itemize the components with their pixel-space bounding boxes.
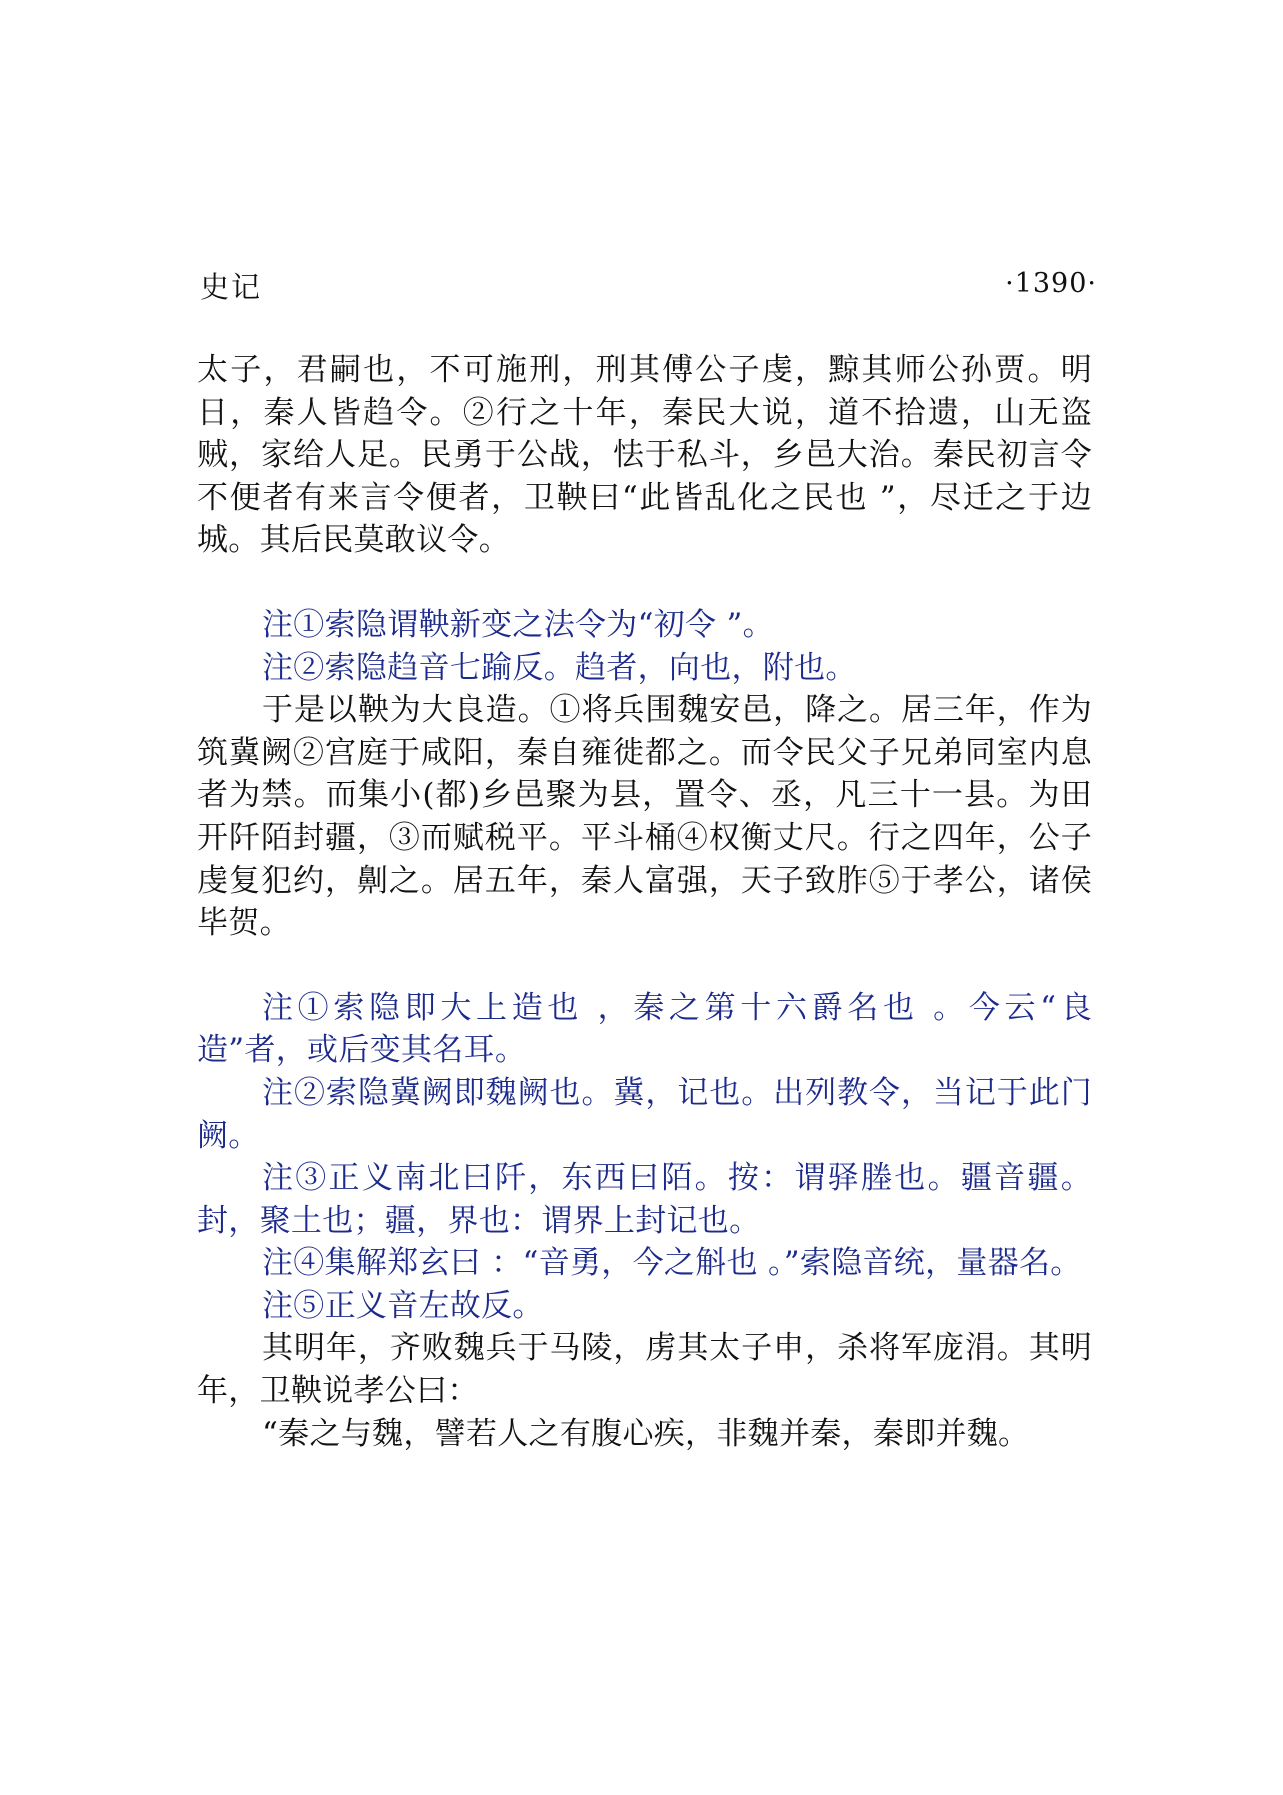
quotation-paragraph: “秦之与魏，譬若人之有腹心疾，非魏并秦，秦即并魏。 — [262, 1415, 1030, 1452]
main-paragraph: 其明年，齐败魏兵于马陵，虏其太子申，杀将军庞涓。其明年，卫鞅说孝公曰： — [197, 1330, 1092, 1410]
annotation-note: 注①索隐即大上造也 ，秦之第十六爵名也 。今云“良造”者，或后变其名耳。 — [197, 989, 1092, 1069]
annotation-note: 注③正义南北曰阡，东西曰陌。按：谓驿塍也。疆音疆。封，聚土也；疆，界也：谓界上封记也。 — [197, 1160, 1092, 1239]
book-page — [197, 265, 1097, 1455]
page-body — [197, 349, 1092, 1455]
page-header — [197, 265, 1097, 315]
annotation-note: 注①索隐谓鞅新变之法令为“初令 ”。 — [262, 606, 774, 643]
annotation-note: 注②索隐趋音七踰反。趋者，向也，附也。 — [262, 649, 857, 686]
page-number: ·1390· — [1005, 268, 1097, 299]
main-paragraph: 于是以鞅为大良造。①将兵围魏安邑，降之。居三年，作为筑冀阙②宫庭于咸阳，秦自雍徙都之。而令民父子兄弟同室内息者为禁。而集小(都)乡邑聚为县，置令、丞，凡三十一县。为田开阡陌封疆，③而赋税平。平斗桶④权衡丈尺。行之四年，公子虔复犯约，劓之。居五年，秦人富强，天子致胙⑤于孝公，诸侯毕贺。 — [197, 692, 1092, 942]
annotation-note: 注④集解郑玄曰 ：“音勇，今之斛也 。”索隐音统，量器名。 — [262, 1245, 1082, 1282]
main-paragraph: 太子，君嗣也，不可施刑，刑其傅公子虔，黥其师公孙贾。明日，秦人皆趋令。②行之十年，秦民大说，道不拾遗，山无盗贼，家给人足。民勇于公战，怯于私斗，乡邑大治。秦民初言令不便者有来言令便者，卫鞅曰“此皆乱化之民也 ”，尽迁之于边城。其后民莫敢议令。 — [197, 352, 1092, 559]
book-title: 史记 — [200, 270, 263, 304]
annotation-note: 注⑤正义音左故反。 — [262, 1287, 544, 1324]
annotation-note: 注②索隐冀阙即魏阙也。冀，记也。出列教令，当记于此门阙。 — [197, 1074, 1092, 1154]
